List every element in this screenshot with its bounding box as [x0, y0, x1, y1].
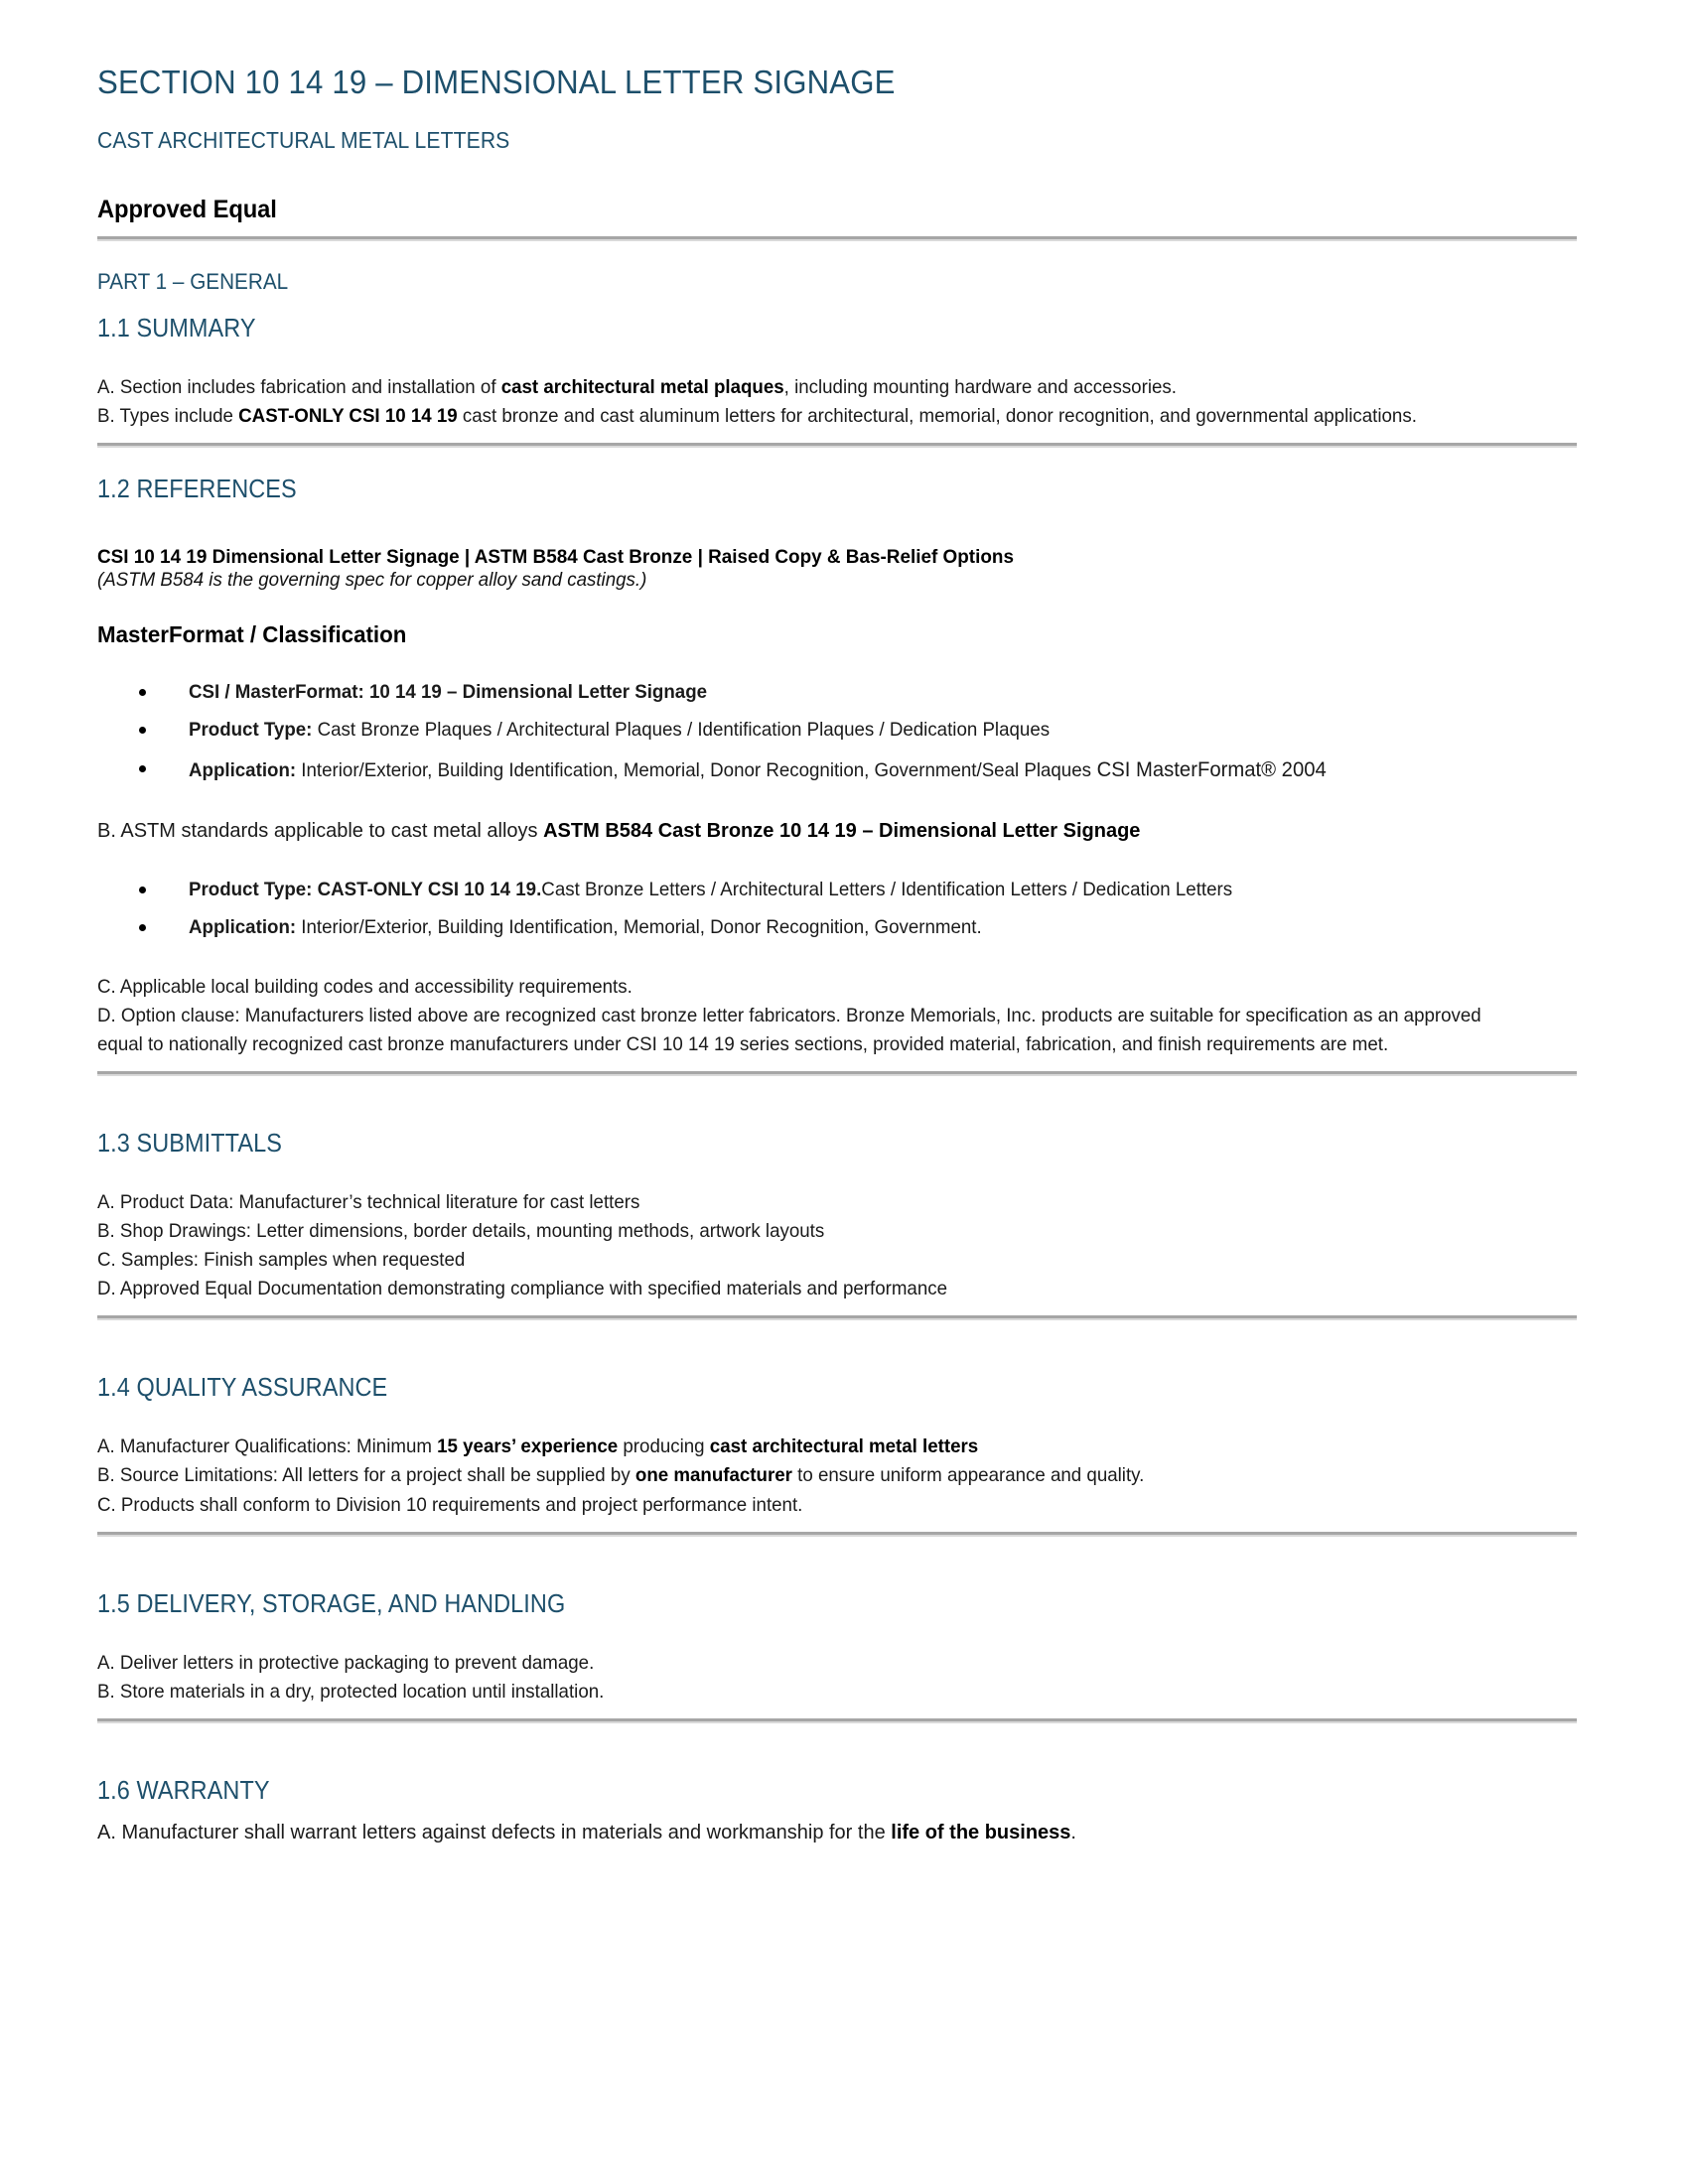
- section-heading-warranty: 1.6 WARRANTY: [97, 1776, 270, 1805]
- references-item-d: D. Option clause: Manufacturers listed above are recognized cast bronze letter fabricators. Bronze Memorials, Inc. products are suitable for specification as an approved equal to nationally recognized cast bronze manufacturers under CSI 10 14 19 series sections, provided material, fabrication, and finish requirements are met.: [97, 1004, 1481, 1055]
- warranty-item-a-prefix: A. Manufacturer shall warrant letters against defects in materials and workmanship for the: [97, 1821, 892, 1843]
- page-title: SECTION 10 14 19 – DIMENSIONAL LETTER SIGNAGE: [97, 65, 896, 101]
- warranty-item-a: [97, 1818, 1577, 1847]
- submittals-item-d: D. Approved Equal Documentation demonstrating compliance with specified materials and performance: [97, 1278, 948, 1300]
- qa-item-b-prefix: B. Source Limitations: All letters for a project shall be supplied by: [97, 1464, 635, 1487]
- list-item: [97, 754, 1577, 786]
- bullet-icon: [139, 887, 146, 893]
- qa-item-b-suffix: to ensure uniform appearance and quality.: [791, 1464, 1145, 1487]
- section-heading-delivery: 1.5 DELIVERY, STORAGE, AND HANDLING: [97, 1589, 566, 1618]
- section-heading-submittals: 1.3 SUBMITTALS: [97, 1129, 282, 1158]
- qa-item-b-bold: one manufacturer: [634, 1464, 792, 1487]
- list-item-content: [189, 754, 1327, 786]
- list-item-value: Interior/Exterior, Building Identification, Memorial, Donor Recognition, Government.: [296, 916, 982, 939]
- section-heading-summary: 1.1 SUMMARY: [97, 314, 256, 342]
- section-heading-references: 1.2 REFERENCES: [97, 475, 297, 503]
- list-item-label: Product Type: CAST-ONLY CSI 10 14 19.: [189, 878, 542, 900]
- summary-item-b-prefix: B. Types include: [97, 404, 239, 427]
- warranty-item-a-bold: life of the business: [891, 1821, 1071, 1843]
- warranty-item-a-suffix: .: [1070, 1821, 1076, 1843]
- summary-item-a-bold: cast architectural metal plaques: [500, 375, 784, 398]
- summary-item-a-prefix: A. Section includes fabrication and installation of: [97, 375, 501, 398]
- references-standards-line: CSI 10 14 19 Dimensional Letter Signage | ASTM B584 Cast Bronze | Raised Copy & Bas-Relief Options: [97, 545, 1014, 568]
- approved-equal-heading: Approved Equal: [97, 195, 277, 223]
- list-item: [97, 913, 1577, 942]
- astm-bullet-list: [97, 876, 1577, 943]
- list-item-content: [189, 876, 1232, 904]
- list-item-content: [189, 913, 982, 942]
- references-item-c: C. Applicable local building codes and accessibility requirements.: [97, 975, 633, 998]
- summary-item-b: [97, 402, 1525, 431]
- list-item-label: Application:: [189, 758, 297, 781]
- qa-item-a-bold1: 15 years’ experience: [437, 1435, 619, 1458]
- list-item-trailing: CSI MasterFormat® 2004: [1090, 757, 1327, 781]
- page-subtitle: CAST ARCHITECTURAL METAL LETTERS: [97, 126, 510, 153]
- quality-assurance-item-c: C. Products shall conform to Division 10 requirements and project performance intent.: [97, 1493, 803, 1516]
- list-item-label: CSI / MasterFormat: 10 14 19 – Dimensional Letter Signage: [189, 680, 708, 703]
- list-item: [97, 716, 1577, 745]
- list-item-content: [189, 716, 1050, 745]
- submittals-item-b: B. Shop Drawings: Letter dimensions, border details, mounting methods, artwork layouts: [97, 1220, 825, 1243]
- list-item: [97, 876, 1577, 904]
- list-item-label: Application:: [189, 916, 297, 939]
- bullet-icon: [139, 727, 146, 734]
- qa-item-a-mid: producing: [618, 1435, 710, 1458]
- astm-standards-bold: ASTM B584 Cast Bronze 10 14 19 – Dimensional Letter Signage: [543, 819, 1141, 842]
- masterformat-bullet-list: [97, 678, 1577, 786]
- astm-standards-normal: B. ASTM standards applicable to cast metal alloys: [97, 819, 544, 842]
- submittals-item-c: C. Samples: Finish samples when requested: [97, 1249, 466, 1272]
- summary-item-b-suffix: cast bronze and cast aluminum letters for architectural, memorial, donor recognition, and governmental applications.: [457, 404, 1417, 427]
- bullet-icon: [139, 765, 146, 772]
- summary-item-b-bold: CAST-ONLY CSI 10 14 19: [238, 404, 458, 427]
- list-item-content: [189, 678, 707, 707]
- quality-assurance-item-b: [97, 1461, 1525, 1490]
- list-item-value: Interior/Exterior, Building Identification, Memorial, Donor Recognition, Government/Seal Plaques: [296, 758, 1091, 781]
- astm-standards-line: [97, 816, 1577, 846]
- bullet-icon: [139, 689, 146, 696]
- list-item-label: Product Type:: [189, 719, 313, 742]
- part-heading: PART 1 – GENERAL: [97, 268, 289, 294]
- qa-item-a-prefix: A. Manufacturer Qualifications: Minimum: [97, 1435, 438, 1458]
- summary-item-a: [97, 373, 1525, 402]
- section-heading-quality-assurance: 1.4 QUALITY ASSURANCE: [97, 1374, 388, 1403]
- submittals-item-a: A. Product Data: Manufacturer’s technical literature for cast letters: [97, 1190, 640, 1213]
- qa-item-a-bold2: cast architectural metal letters: [709, 1435, 979, 1458]
- list-item: [97, 678, 1577, 707]
- list-item-value: Cast Bronze Letters / Architectural Letters / Identification Letters / Dedication Letters: [541, 878, 1233, 900]
- masterformat-heading: MasterFormat / Classification: [97, 620, 407, 647]
- bullet-icon: [139, 924, 146, 931]
- list-item-value: Cast Bronze Plaques / Architectural Plaques / Identification Plaques / Dedication Plaques: [312, 719, 1051, 742]
- delivery-item-b: B. Store materials in a dry, protected location until installation.: [97, 1680, 605, 1703]
- quality-assurance-item-a: [97, 1433, 1525, 1461]
- references-standards-note: (ASTM B584 is the governing spec for copper alloy sand castings.): [97, 568, 647, 591]
- delivery-item-a: A. Deliver letters in protective packaging to prevent damage.: [97, 1651, 595, 1674]
- summary-item-a-suffix: , including mounting hardware and accessories.: [783, 375, 1177, 398]
